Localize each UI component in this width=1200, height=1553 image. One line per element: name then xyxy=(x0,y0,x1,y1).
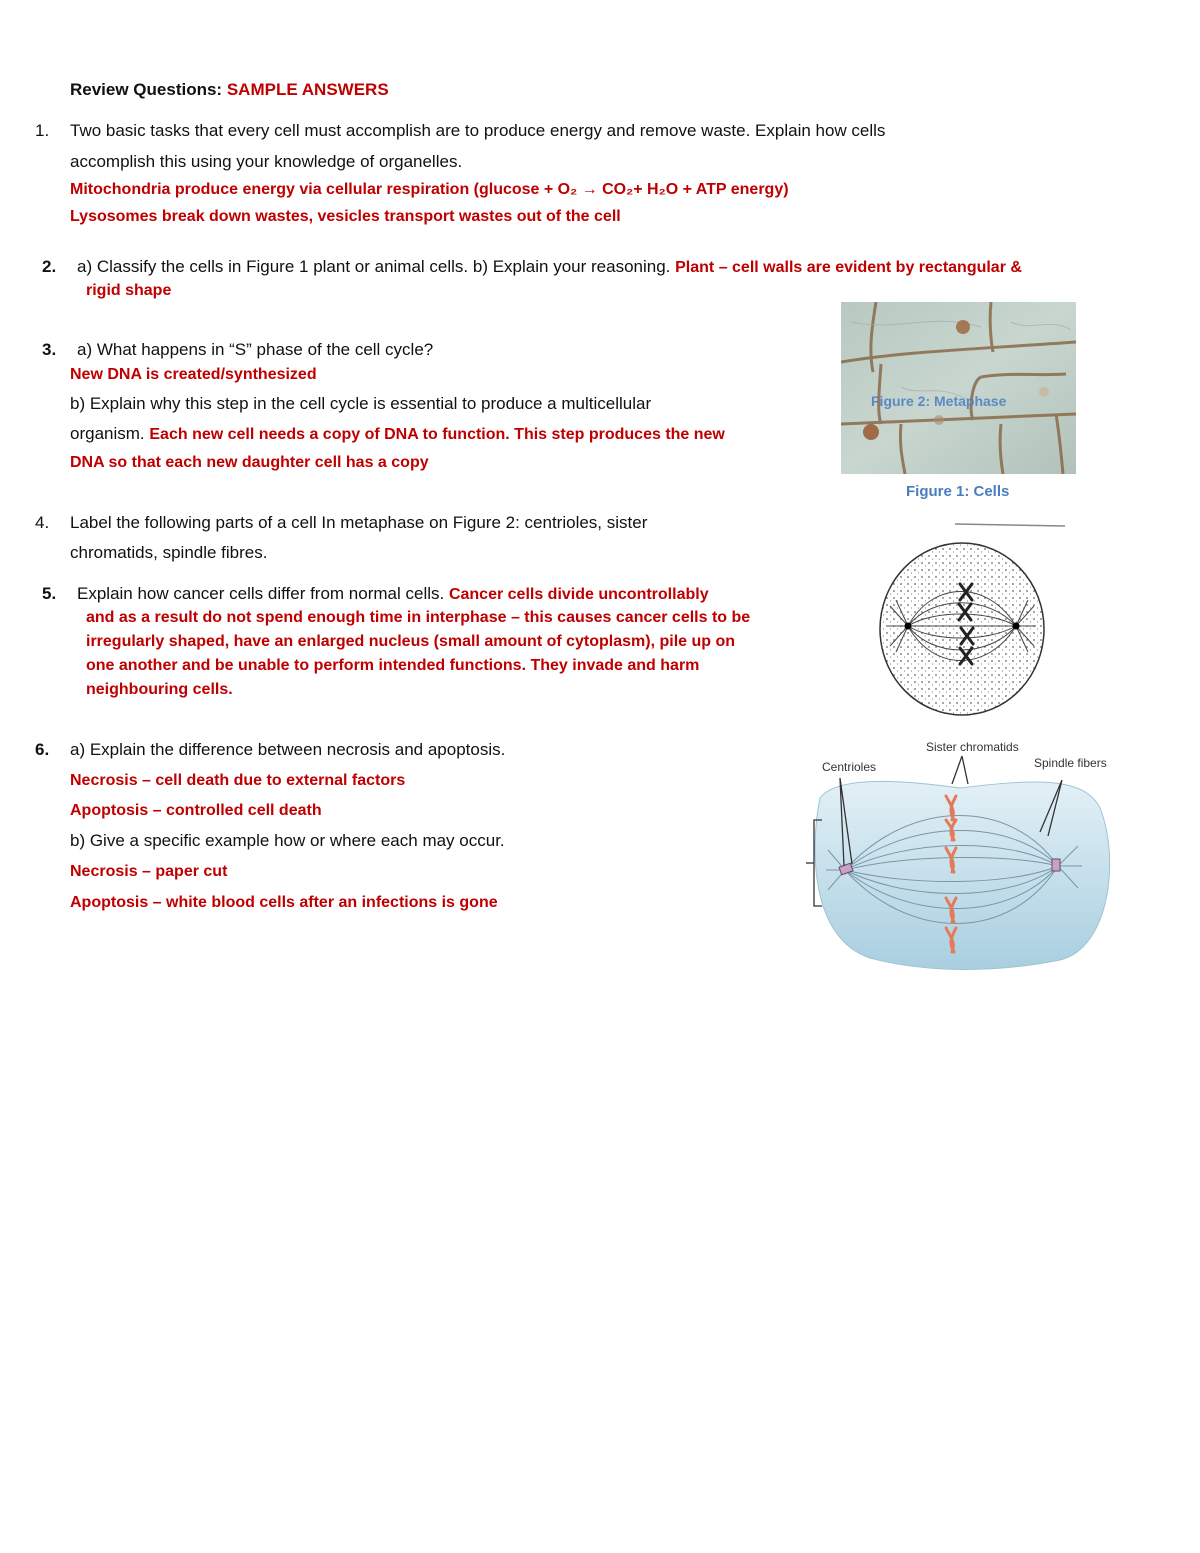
q4-line2: chromatids, spindle fibres. xyxy=(70,543,268,562)
q6a-answer1: Necrosis – cell death due to external factors xyxy=(70,772,406,789)
q1-line2: accomplish this using your knowledge of organelles. xyxy=(70,152,463,171)
q5-number: 5. xyxy=(42,584,57,603)
q5-question-line xyxy=(77,583,709,606)
q1-answer2: Lysosomes break down wastes, vesicles transport wastes out of the cell xyxy=(70,208,621,225)
metaphase-labeled-drawing xyxy=(800,738,1120,970)
q3b-line1: b) Explain why this step in the cell cycle is essential to produce a multicellular xyxy=(70,394,652,413)
q4-number: 4. xyxy=(35,513,50,532)
figure2-metaphase-cell xyxy=(878,540,1046,718)
figure1-caption: Figure 1: Cells xyxy=(906,483,1010,500)
q6a-question: a) Explain the difference between necrosis and apoptosis. xyxy=(70,740,506,759)
metaphase-cell-drawing xyxy=(878,540,1046,718)
q5-answer3: irregularly shaped, have an enlarged nucleus (small amount of cytoplasm), pile up on xyxy=(86,633,736,650)
q1-answer1: Mitochondria produce energy via cellular respiration (glucose + O₂ → CO₂+ H₂O + ATP energy) xyxy=(70,181,789,198)
q6b-question: b) Give a specific example how or where each may occur. xyxy=(70,831,505,850)
q5-answer4: one another and be unable to perform intended functions. They invade and harm xyxy=(86,657,700,674)
q1-number: 1. xyxy=(35,121,50,140)
q5-answer1: Cancer cells divide uncontrollably xyxy=(448,586,709,603)
labeled-metaphase-diagram xyxy=(800,738,1120,970)
q2-number: 2. xyxy=(42,257,57,276)
label-centrioles: Centrioles xyxy=(822,760,877,774)
q3b-line2: organism. xyxy=(70,424,145,443)
q5-question: Explain how cancer cells differ from normal cells. xyxy=(77,584,445,603)
figure2-overlay-caption: Figure 2: Metaphase xyxy=(871,393,1007,409)
heading-label: Review Questions: xyxy=(70,80,223,99)
divider xyxy=(955,514,1065,518)
q6b-answer2: Apoptosis – white blood cells after an infections is gone xyxy=(70,894,498,911)
q3-number: 3. xyxy=(42,340,57,359)
figure1-micrograph xyxy=(841,302,1076,474)
q6a-answer2: Apoptosis – controlled cell death xyxy=(70,802,322,819)
page-title xyxy=(70,79,389,101)
plant-cells-image xyxy=(841,302,1076,474)
heading-answers: SAMPLE ANSWERS xyxy=(226,80,389,99)
q6-number: 6. xyxy=(35,740,50,759)
q2-answer2: rigid shape xyxy=(86,282,172,299)
label-spindle-fibers: Spindle fibers xyxy=(1034,756,1107,770)
q4-line1: Label the following parts of a cell In metaphase on Figure 2: centrioles, sister xyxy=(70,513,648,532)
label-sister-chromatids: Sister chromatids xyxy=(926,740,1019,754)
q3b-answer1: Each new cell needs a copy of DNA to function. This step produces the new xyxy=(149,426,725,443)
q6b-answer1: Necrosis – paper cut xyxy=(70,863,228,880)
q1-line1: Two basic tasks that every cell must accomplish are to produce energy and remove waste. Explain how cells xyxy=(70,121,886,140)
q5-answer2: and as a result do not spend enough time in interphase – this causes cancer cells to be xyxy=(86,609,751,626)
q5-answer5: neighbouring cells. xyxy=(86,681,233,698)
q2-question: a) Classify the cells in Figure 1 plant or animal cells. b) Explain your reasoning. xyxy=(77,257,671,276)
q2-question-line xyxy=(77,256,1022,279)
q3b-answer2: DNA so that each new daughter cell has a copy xyxy=(70,454,429,471)
q3a-question: a) What happens in “S” phase of the cell cycle? xyxy=(77,340,434,359)
q3b-line2-row xyxy=(70,423,725,446)
q3a-answer: New DNA is created/synthesized xyxy=(70,366,317,383)
q2-answer1: Plant – cell walls are evident by rectangular & xyxy=(675,259,1022,276)
